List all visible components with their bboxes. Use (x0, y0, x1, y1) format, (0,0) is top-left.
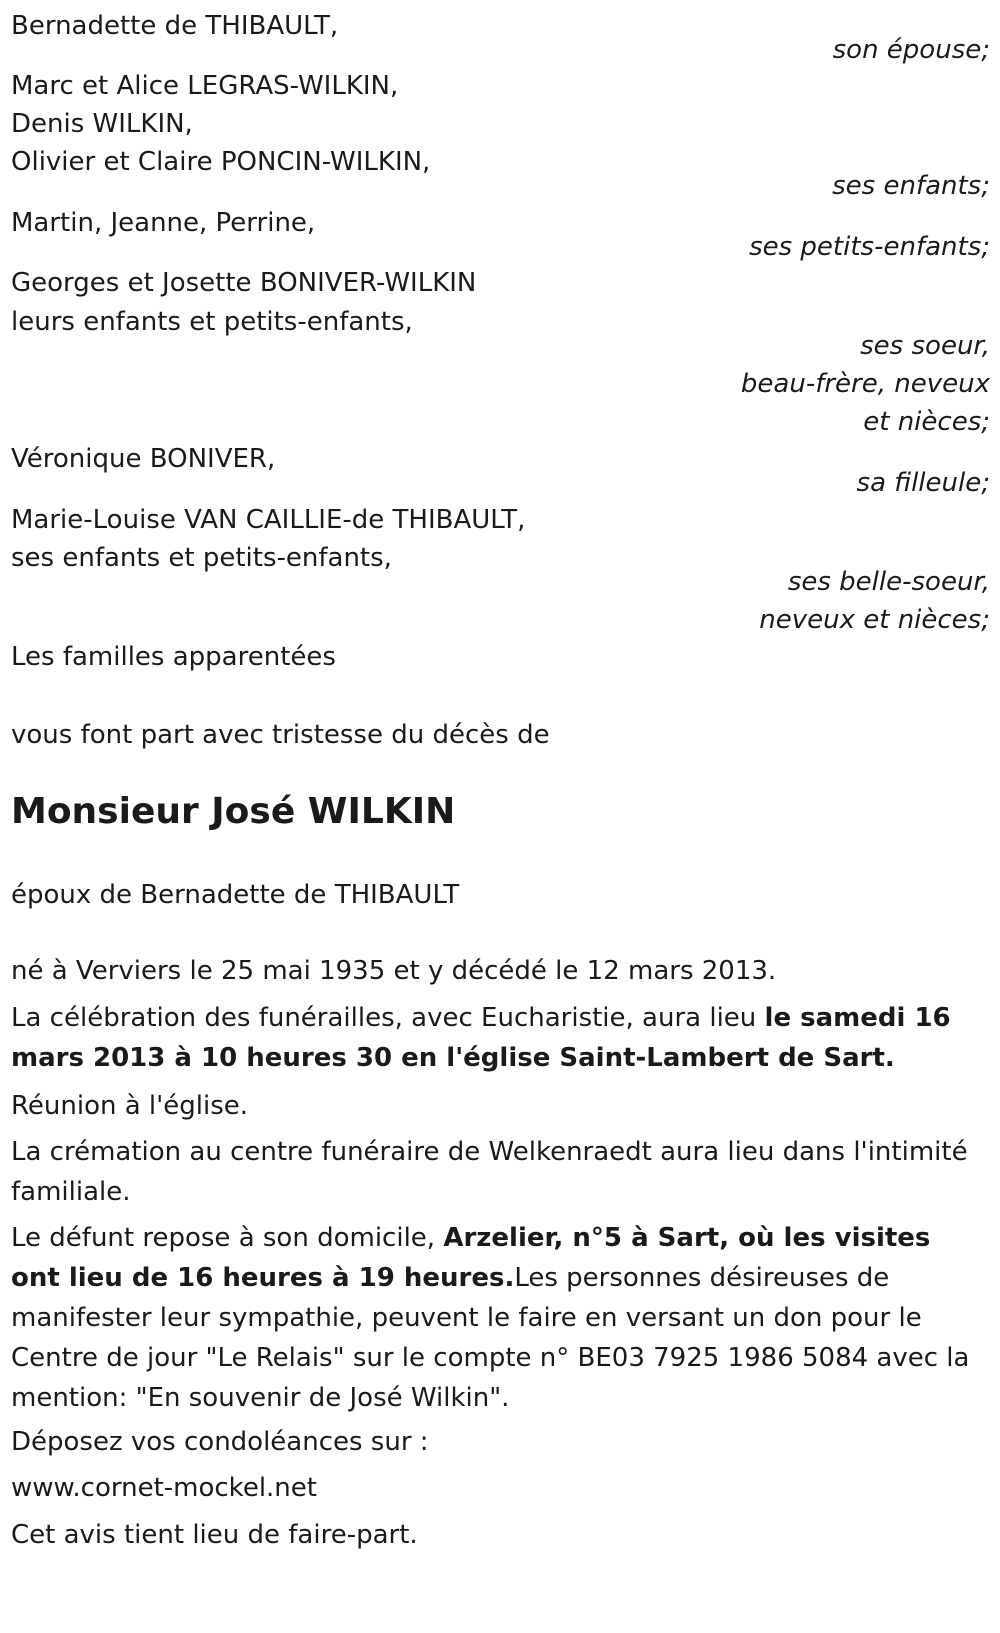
family-role: sa filleule; (856, 468, 990, 498)
family-role: neveux et nièces; (759, 605, 990, 635)
spouse-line: époux de Bernadette de THIBAULT (11, 880, 460, 910)
family-role: ses petits-enfants; (749, 232, 990, 262)
family-role: ses soeur, (860, 331, 990, 361)
family-role: ses enfants; (832, 171, 990, 201)
family-role: son épouse; (832, 35, 990, 65)
website-link[interactable]: www.cornet-mockel.net (11, 1473, 317, 1503)
funeral-details: le samedi 16 mars 2013 à 10 heures 30 en l'église Saint-Lambert de Sart. (11, 1003, 951, 1073)
family-name: Olivier et Claire PONCIN-WILKIN, (11, 147, 431, 177)
condolences-label: Déposez vos condoléances sur : (11, 1427, 429, 1457)
closing: Cet avis tient lieu de faire-part. (11, 1520, 418, 1550)
family-name: Bernadette de THIBAULT, (11, 11, 339, 41)
rest-intro: Le défunt repose à son domicile, (11, 1223, 444, 1253)
family-name: Les familles apparentées (11, 642, 336, 672)
donation-text: Les personnes désireuses de manifester leur sympathie, peuvent le faire en versant un don pour le Centre de jour "Le Relais" sur le compte n° BE03 7925 1986 5084 avec la mention: "En souvenir de José Wilkin". (11, 1263, 970, 1413)
birth-death: né à Verviers le 25 mai 1935 et y décédé le 12 mars 2013. (11, 956, 777, 986)
family-name: Martin, Jeanne, Perrine, (11, 208, 316, 238)
rest-details: Arzelier, n°5 à Sart, où les visites ont lieu de 16 heures à 19 heures. (11, 1223, 931, 1293)
announcement: vous font part avec tristesse du décès de (11, 720, 550, 750)
family-name: leurs enfants et petits-enfants, (11, 307, 413, 337)
funeral-paragraph (11, 998, 971, 1078)
deceased-name: Monsieur José WILKIN (11, 791, 456, 832)
family-name: Marie-Louise VAN CAILLIE-de THIBAULT, (11, 505, 526, 535)
family-role: et nièces; (863, 407, 990, 437)
cremation: La crémation au centre funéraire de Welkenraedt aura lieu dans l'intimité familiale. (11, 1137, 968, 1207)
rest-paragraph (11, 1218, 971, 1418)
family-name: Denis WILKIN, (11, 109, 193, 139)
funeral-intro: La célébration des funérailles, avec Eucharistie, aura lieu (11, 1003, 765, 1033)
family-name: Véronique BONIVER, (11, 444, 276, 474)
family-name: ses enfants et petits-enfants, (11, 543, 392, 573)
family-name: Georges et Josette BONIVER-WILKIN (11, 268, 477, 298)
reunion: Réunion à l'église. (11, 1091, 249, 1121)
family-role: ses belle-soeur, (787, 567, 990, 597)
family-name: Marc et Alice LEGRAS-WILKIN, (11, 71, 399, 101)
family-role: beau-frère, neveux (740, 369, 990, 399)
